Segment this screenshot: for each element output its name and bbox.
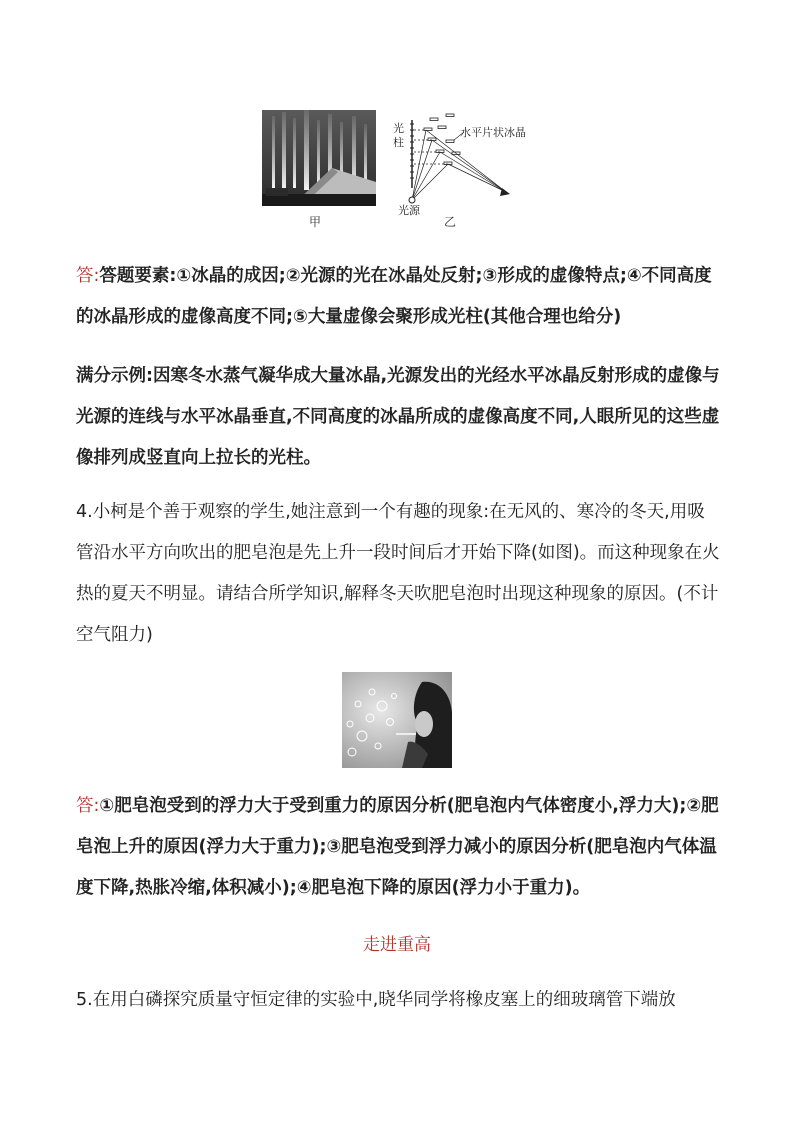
soap-bubble-photo (342, 672, 452, 768)
figure-caption-left: 甲 (309, 215, 322, 229)
answer-3 (76, 256, 722, 338)
diagram-label-pillar-1: 光 (393, 122, 404, 135)
diagram-label-crystal: 水平片状冰晶 (460, 126, 526, 139)
question-4: 4.小柯是个善于观察的学生,她注意到一个有趣的现象:在无风的、寒冷的冬天,用吸管沿水平方向吹出的肥皂泡是先上升一段时间后才开始下降(如图)。而这种现象在火热的夏天不明显。请结合所学知识,解释冬天吹肥皂泡时出现这种现象的原因。(不计空气阻力) (76, 502, 720, 645)
diagram-label-pillar-2: 柱 (393, 136, 404, 149)
answer-4 (76, 786, 722, 909)
answer-prefix: 答: (76, 796, 100, 816)
answer-prefix: 答: (76, 266, 100, 286)
diagram-label-source: 光源 (398, 204, 420, 217)
answer-3-text: 答题要素:①冰晶的成因;②光源的光在冰晶处反射;③形成的虚像特点;④不同高度的冰晶形成的虚像高度不同;⑤大量虚像会聚形成光柱(其他合理也给分) (76, 266, 712, 327)
full-score-example: 满分示例:因寒冬水蒸气凝华成大量冰晶,光源发出的光经水平冰晶反射形成的虚像与光源的连线与水平冰晶垂直,不同高度的冰晶所成的虚像高度不同,人眼所见的这些虚像排列成竖直向上拉长的光柱。 (76, 366, 720, 468)
figure-caption-right: 乙 (444, 215, 457, 229)
question-5: 5.在用白磷探究质量守恒定律的实验中,晓华同学将橡皮塞上的细玻璃管下端放 (76, 990, 676, 1010)
light-pillar-photo (262, 110, 376, 206)
answer-4-text: ①肥皂泡受到的浮力大于受到重力的原因分析(肥皂泡内气体密度小,浮力大);②肥皂泡上升的原因(浮力大于重力);③肥皂泡受到浮力减小的原因分析(肥皂泡内气体温度下降,热胀冷缩,体积减小);④肥皂泡下降的原因(浮力小于重力)。 (76, 796, 719, 898)
section-title: 走进重高 (363, 935, 431, 955)
